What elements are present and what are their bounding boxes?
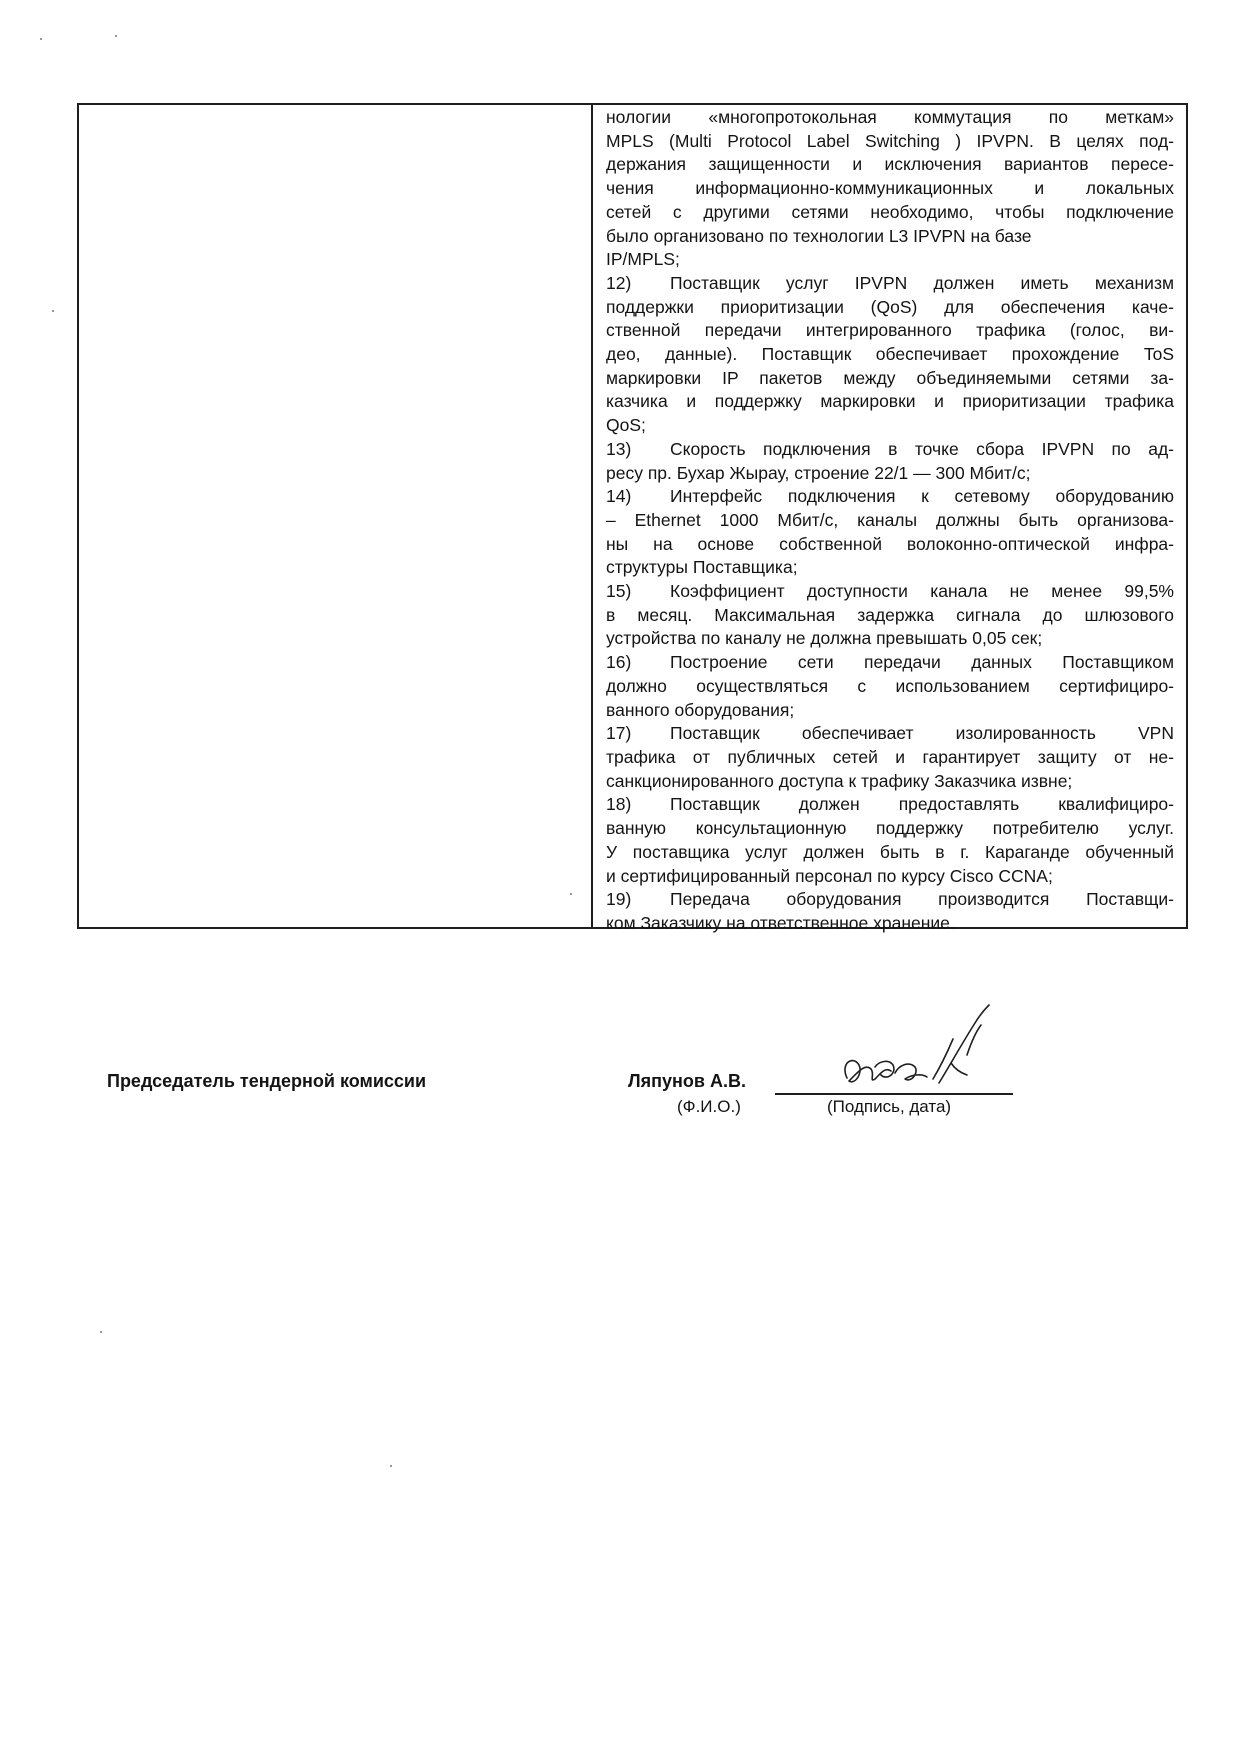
list-item-12 — [606, 272, 1174, 296]
text-line: чения информационно-коммуникационных и локальных — [606, 178, 1174, 199]
scan-speck — [100, 1331, 102, 1333]
text-line: трафика от публичных сетей и гарантирует защиту от не- — [606, 746, 1174, 767]
text-line: део, данные). Поставщик обеспечивает прохождение ToS — [606, 344, 1174, 365]
text-line: ком Заказчику на ответственное хранение. — [606, 912, 955, 933]
list-item-19 — [606, 888, 1174, 912]
text-line: маркировки IP пакетов между объединяемыми сетями за- — [606, 367, 1174, 388]
list-item-13 — [606, 438, 1174, 462]
text-line: и сертифицированный персонал по курсу Cisco CCNA; — [606, 865, 1053, 886]
text-line: держания защищенности и исключения вариантов пересе- — [606, 154, 1174, 175]
text-line: в месяц. Максимальная задержка сигнала до шлюзового — [606, 604, 1174, 625]
text-line: Скорость подключения в точке сбора IPVPN по ад- — [670, 438, 1174, 459]
scan-speck — [390, 1465, 392, 1467]
text-line: ственной передачи интегрированного трафика (голос, ви- — [606, 320, 1174, 341]
text-line: Поставщик обеспечивает изолированность VPN — [670, 723, 1174, 744]
text-line: казчика и поддержку маркировки и приоритизации трафика — [606, 391, 1174, 412]
text-line: санкционированного доступа к трафику Заказчика извне; — [606, 770, 1073, 791]
list-item-18 — [606, 793, 1174, 817]
text-line: Интерфейс подключения к сетевому оборудованию — [670, 486, 1174, 507]
item-number: 18) — [606, 794, 632, 815]
item-number: 17) — [606, 723, 632, 744]
text-line: ны на основе собственной волоконно-оптической инфра- — [606, 533, 1174, 554]
text-line: Передача оборудования производится Поставщи- — [670, 889, 1174, 910]
list-item-15 — [606, 580, 1174, 604]
item-number: 12) — [606, 272, 632, 293]
table-right-cell — [606, 106, 1174, 933]
list-item-16 — [606, 651, 1174, 675]
item-number: 13) — [606, 438, 632, 459]
text-line: ванного оборудования; — [606, 699, 795, 720]
text-line: Коэффициент доступности канала не менее 99,5% — [670, 581, 1174, 602]
scan-speck — [115, 35, 117, 37]
list-item-14 — [606, 485, 1174, 509]
text-line: должно осуществляться с использованием сертифициро- — [606, 675, 1174, 696]
item-number: 16) — [606, 652, 632, 673]
text-line: Построение сети передачи данных Поставщиком — [670, 652, 1174, 673]
item-number: 14) — [606, 486, 632, 507]
table-column-divider — [591, 105, 593, 927]
scan-speck — [52, 310, 54, 312]
scan-speck — [40, 38, 42, 40]
text-line: QoS; — [606, 415, 646, 436]
chair-title: Председатель тендерной комиссии — [107, 1071, 427, 1091]
item-number: 15) — [606, 581, 632, 602]
table-left-cell — [79, 105, 591, 927]
specification-table — [77, 103, 1188, 933]
text-line: ванную консультационную поддержку потребителю услуг. — [606, 818, 1174, 839]
text-line: Поставщик услуг IPVPN должен иметь механизм — [670, 272, 1174, 293]
text-line: сетей с другими сетями необходимо, чтобы подключение — [606, 201, 1174, 222]
text-line: У поставщика услуг должен быть в г. Караганде обученный — [606, 841, 1174, 862]
text-line: IP/MPLS; — [606, 249, 680, 270]
fio-caption: (Ф.И.О.) — [677, 1097, 741, 1116]
signature-line — [775, 1093, 1013, 1095]
chair-name: Ляпунов А.В. — [628, 1071, 746, 1091]
text-line: нологии «многопротокольная коммутация по меткам» — [606, 107, 1174, 127]
text-line: поддержки приоритизации (QoS) для обеспечения каче- — [606, 296, 1174, 317]
text-line: Поставщик должен предоставлять квалифициро- — [670, 794, 1174, 815]
item-number: 19) — [606, 889, 632, 910]
text-line: ресу пр. Бухар Жырау, строение 22/1 — 300 Мбит/с; — [606, 462, 1031, 483]
handwritten-signature — [835, 1003, 1005, 1103]
text-line: структуры Поставщика; — [606, 557, 798, 578]
text-line: устройства по каналу не должна превышать 0,05 сек; — [606, 628, 1043, 649]
text-line: – Ethernet 1000 Мбит/с, каналы должны быть организова- — [606, 509, 1174, 530]
signature-caption: (Подпись, дата) — [827, 1097, 952, 1116]
list-item-17 — [606, 722, 1174, 746]
text-line: было организовано по технологии L3 IPVPN на базе — [606, 225, 1032, 246]
text-line: MPLS (Multi Protocol Label Switching ) IPVPN. В целях под- — [606, 130, 1174, 151]
